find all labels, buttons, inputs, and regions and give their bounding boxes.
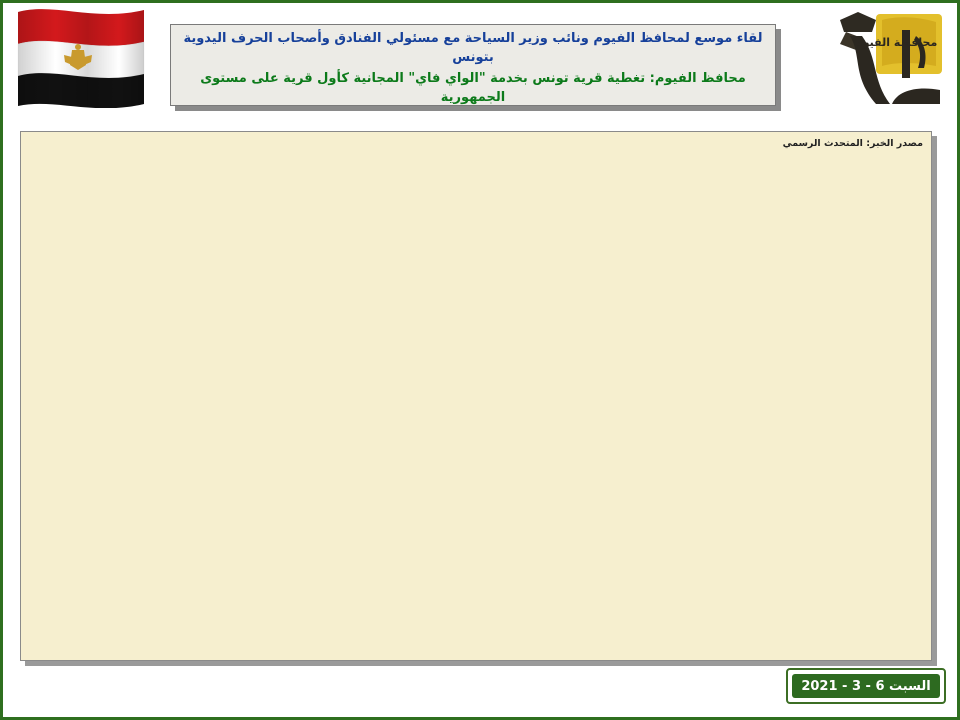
logo-text: محافظة الفيوم (854, 36, 938, 49)
egypt-flag-icon (14, 4, 148, 108)
article-body (20, 131, 932, 661)
date-text: السبت 6 - 3 - 2021 (792, 674, 940, 698)
fayoum-governorate-logo-icon (832, 6, 950, 114)
date-badge (786, 668, 946, 704)
headline-box (170, 24, 776, 106)
subheadline: محافظ الفيوم: تغطية قرية تونس بخدمة "الواي فاي" المجانية كأول قرية على مستوى الجمهورية (200, 71, 746, 105)
headline: لقاء موسع لمحافظ الفيوم ونائب وزير السياحة مع مسئولي الفنادق وأصحاب الحرف اليدوية بتونس (183, 31, 763, 65)
article-source: مصدر الخبر: المتحدث الرسمي (782, 138, 923, 149)
